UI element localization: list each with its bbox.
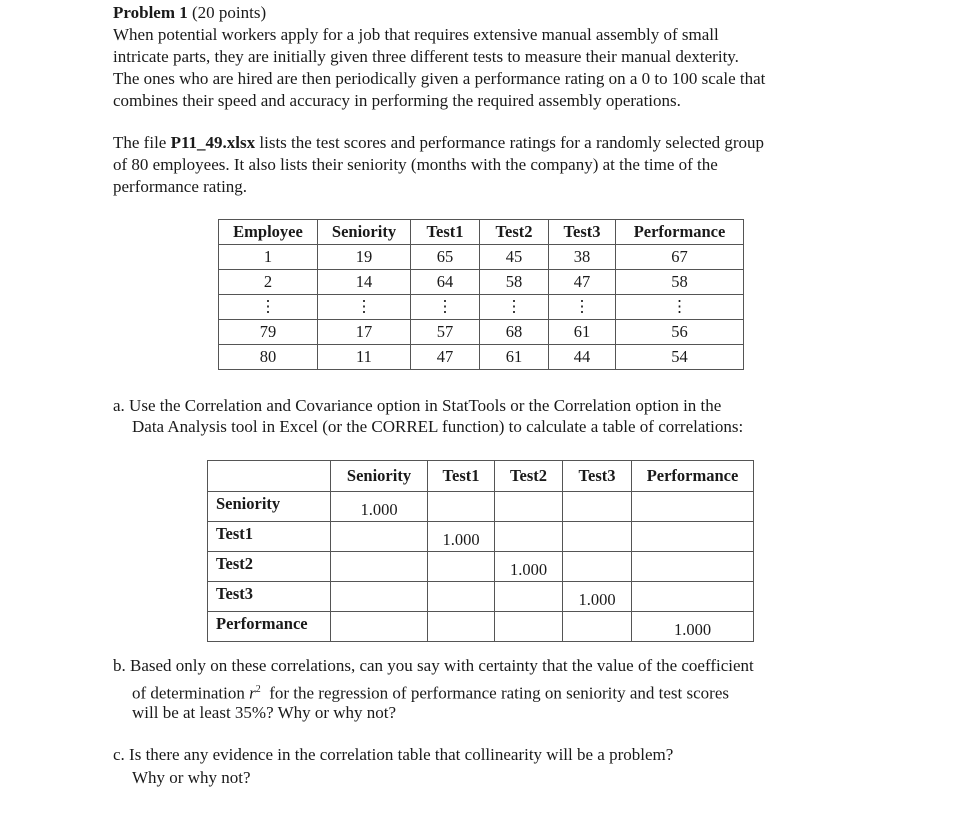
cell: 54 — [616, 345, 744, 370]
corr-cell — [428, 552, 495, 582]
cell: 14 — [318, 270, 411, 295]
cell: 11 — [318, 345, 411, 370]
cell: 1 — [219, 245, 318, 270]
corr-row-test2 — [208, 552, 754, 582]
corr-cell — [428, 612, 495, 642]
corr-row-header: Performance — [208, 612, 331, 642]
cell: 80 — [219, 345, 318, 370]
cell: 45 — [480, 245, 549, 270]
corr-cell — [495, 582, 563, 612]
col-header-performance: Performance — [616, 220, 744, 245]
corr-row-header: Test2 — [208, 552, 331, 582]
intro-line: combines their speed and accuracy in performing the required assembly operations. — [113, 91, 681, 110]
cell: 61 — [480, 345, 549, 370]
corr-row-performance — [208, 612, 754, 642]
corr-cell — [632, 582, 754, 612]
corr-cell — [632, 552, 754, 582]
question-a-line: Data Analysis tool in Excel (or the CORREL function) to calculate a table of correlations: — [132, 417, 744, 436]
corr-cell: 1.000 — [563, 582, 632, 612]
intro-line: The ones who are hired are then periodically given a performance rating on a 0 to 100 scale that — [113, 69, 766, 88]
corr-cell — [632, 522, 754, 552]
corr-row-header: Seniority — [208, 492, 331, 522]
question-b-line: b. Based only on these correlations, can you say with certainty that the value of the coefficient — [113, 656, 754, 675]
corr-col-header-seniority: Seniority — [331, 461, 428, 492]
table-row — [219, 320, 744, 345]
intro-line: intricate parts, they are initially given three different tests to measure their manual dexterity. — [113, 47, 739, 66]
employee-data-table — [218, 219, 744, 370]
cell: 38 — [549, 245, 616, 270]
corr-cell — [563, 522, 632, 552]
cell: 58 — [616, 270, 744, 295]
corr-cell — [495, 492, 563, 522]
cell: 19 — [318, 245, 411, 270]
cell: 79 — [219, 320, 318, 345]
question-b-line2-pre: of determination — [132, 683, 250, 703]
vertical-ellipsis: ⋮ — [480, 295, 549, 320]
col-header-seniority: Seniority — [318, 220, 411, 245]
corr-row-test3 — [208, 582, 754, 612]
corr-cell — [331, 522, 428, 552]
corr-cell — [331, 612, 428, 642]
cell: 56 — [616, 320, 744, 345]
table-header-row — [219, 220, 744, 245]
corr-cell — [563, 492, 632, 522]
vertical-ellipsis: ⋮ — [318, 295, 411, 320]
corr-cell — [331, 552, 428, 582]
file-line1-rest: lists the test scores and performance ratings for a randomly selected group — [255, 133, 765, 152]
corr-row-seniority — [208, 492, 754, 522]
question-b-line: will be at least 35%? Why or why not? — [132, 703, 397, 722]
cell: 2 — [219, 270, 318, 295]
col-header-employee: Employee — [219, 220, 318, 245]
file-line: of 80 employees. It also lists their seniority (months with the company) at the time of the — [113, 155, 718, 174]
corr-cell — [563, 552, 632, 582]
file-prefix: The file — [113, 133, 171, 152]
corr-cell — [428, 582, 495, 612]
question-c-line: c. Is there any evidence in the correlation table that collinearity will be a problem? — [113, 745, 674, 764]
problem-heading — [113, 2, 266, 24]
corr-col-header-test2: Test2 — [495, 461, 563, 492]
corr-cell — [495, 522, 563, 552]
cell: 65 — [411, 245, 480, 270]
cell: 61 — [549, 320, 616, 345]
vertical-ellipsis: ⋮ — [616, 295, 744, 320]
file-name: P11_49.xlsx — [170, 133, 256, 152]
corr-cell — [495, 612, 563, 642]
corr-cell — [428, 492, 495, 522]
corr-cell: 1.000 — [632, 612, 754, 642]
question-b-line2-post: for the regression of performance rating on seniority and test scores — [260, 683, 729, 703]
corr-cell — [563, 612, 632, 642]
table-row — [219, 245, 744, 270]
intro-line: When potential workers apply for a job that requires extensive manual assembly of small — [113, 25, 719, 44]
table-row — [219, 270, 744, 295]
problem-points: (20 points) — [192, 3, 267, 22]
corr-row-header: Test3 — [208, 582, 331, 612]
r-superscript: 2 — [255, 684, 261, 695]
cell: 57 — [411, 320, 480, 345]
col-header-test3: Test3 — [549, 220, 616, 245]
cell: 58 — [480, 270, 549, 295]
cell: 17 — [318, 320, 411, 345]
vertical-ellipsis: ⋮ — [219, 295, 318, 320]
corr-header-row — [208, 461, 754, 492]
corr-cell — [632, 492, 754, 522]
cell: 44 — [549, 345, 616, 370]
table-row-ellipsis — [219, 295, 744, 320]
question-b-line — [132, 679, 729, 705]
cell: 67 — [616, 245, 744, 270]
r-variable: r — [249, 683, 256, 703]
corr-corner-cell — [208, 461, 331, 492]
file-line — [113, 132, 764, 154]
question-a-line: a. Use the Correlation and Covariance option in StatTools or the Correlation option in the — [113, 396, 722, 415]
col-header-test2: Test2 — [480, 220, 549, 245]
corr-cell: 1.000 — [428, 522, 495, 552]
corr-cell — [331, 582, 428, 612]
table-row — [219, 345, 744, 370]
cell: 68 — [480, 320, 549, 345]
corr-cell: 1.000 — [331, 492, 428, 522]
cell: 47 — [549, 270, 616, 295]
col-header-test1: Test1 — [411, 220, 480, 245]
correlation-table — [207, 460, 754, 642]
cell: 47 — [411, 345, 480, 370]
corr-cell: 1.000 — [495, 552, 563, 582]
corr-row-test1 — [208, 522, 754, 552]
corr-col-header-performance: Performance — [632, 461, 754, 492]
corr-col-header-test3: Test3 — [563, 461, 632, 492]
question-c-line: Why or why not? — [132, 768, 251, 787]
vertical-ellipsis: ⋮ — [411, 295, 480, 320]
problem-title: Problem 1 — [113, 3, 188, 22]
vertical-ellipsis: ⋮ — [549, 295, 616, 320]
corr-col-header-test1: Test1 — [428, 461, 495, 492]
corr-row-header: Test1 — [208, 522, 331, 552]
cell: 64 — [411, 270, 480, 295]
file-line: performance rating. — [113, 177, 248, 196]
